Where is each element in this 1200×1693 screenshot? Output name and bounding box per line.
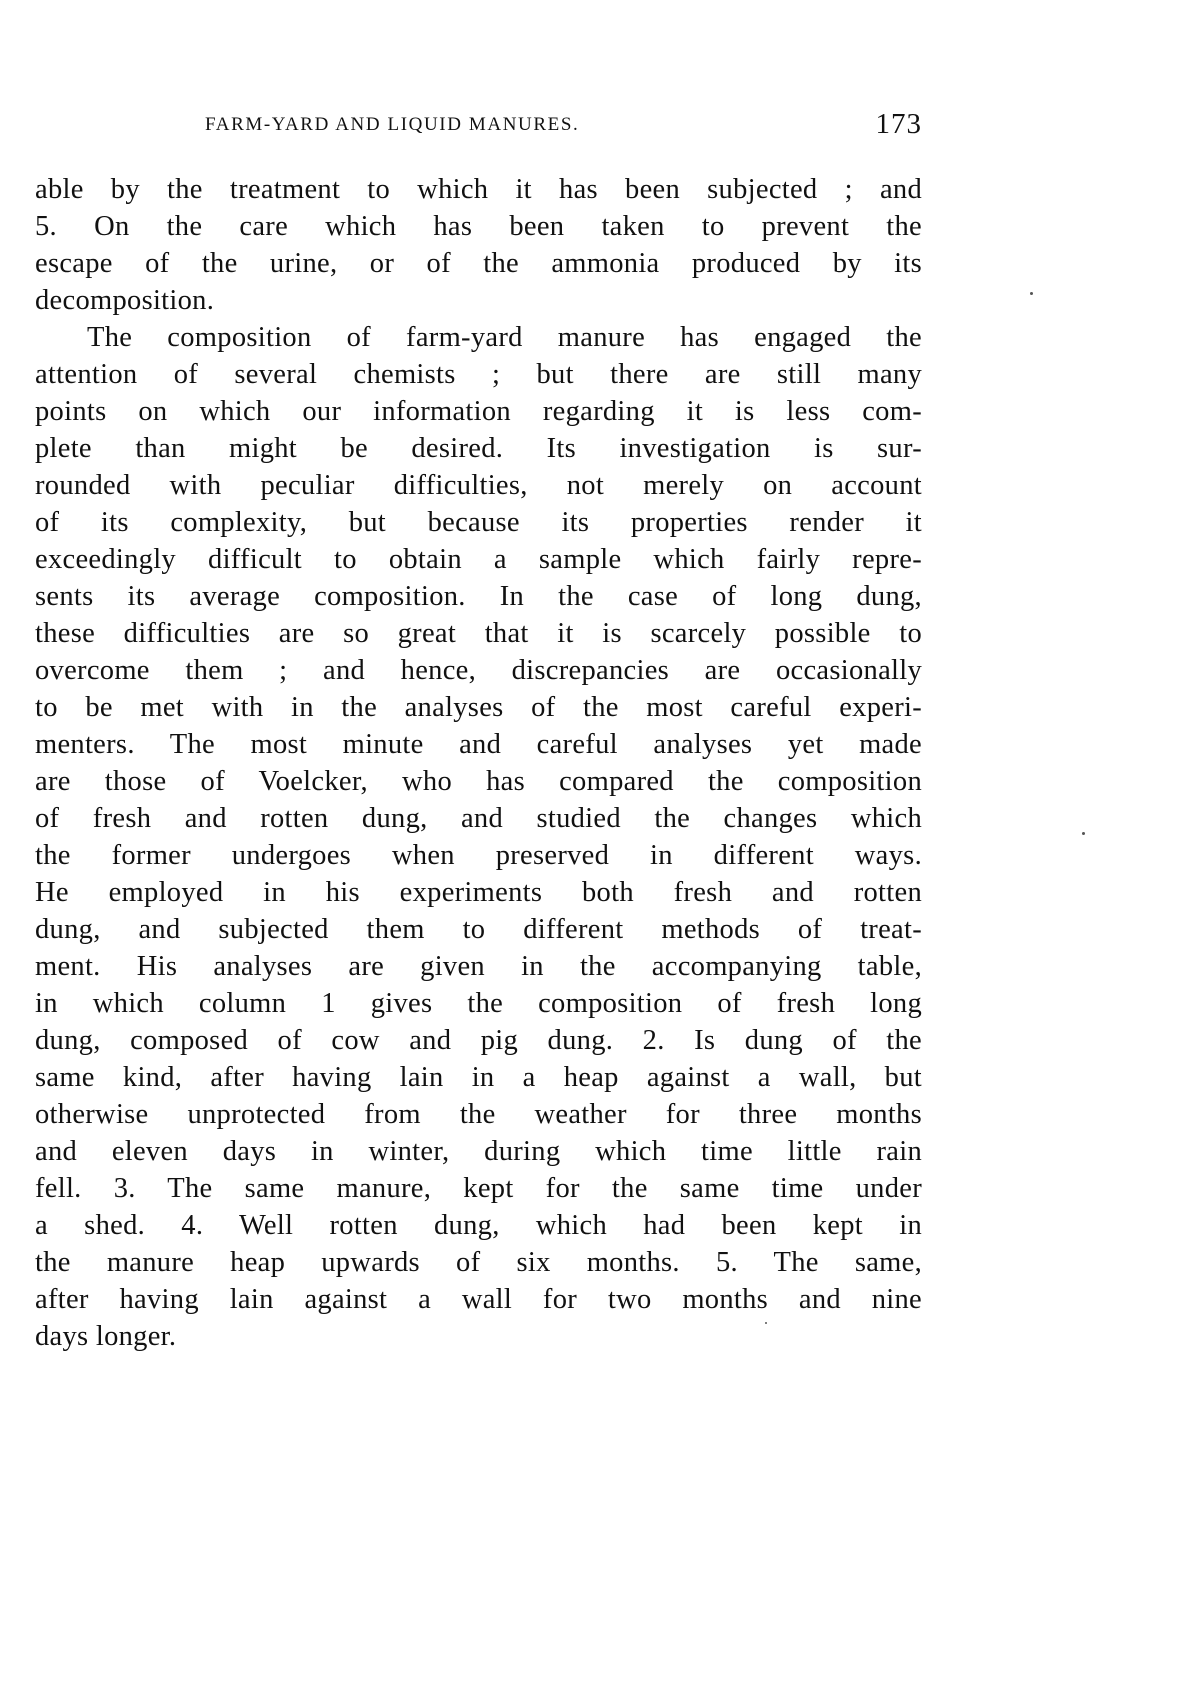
text-line: of fresh and rotten dung, and studied the changes which bbox=[35, 803, 922, 834]
text-line: exceedingly difficult to obtain a sample which fairly repre- bbox=[35, 544, 922, 575]
text-line: decomposition. bbox=[35, 285, 215, 316]
running-head: FARM-YARD AND LIQUID MANURES. bbox=[205, 114, 580, 135]
text-line: menters. The most minute and careful analyses yet made bbox=[35, 729, 922, 760]
text-line: fell. 3. The same manure, kept for the same time under bbox=[35, 1173, 922, 1204]
text-line: after having lain against a wall for two months and nine bbox=[35, 1284, 922, 1315]
text-line: are those of Voelcker, who has compared the composition bbox=[35, 766, 922, 797]
paragraph bbox=[35, 319, 922, 1355]
text-line: days longer. bbox=[35, 1321, 177, 1352]
text-line: dung, composed of cow and pig dung. 2. Is dung of the bbox=[35, 1025, 922, 1056]
text-line: these difficulties are so great that it is scarcely possible to bbox=[35, 618, 922, 649]
text-line: attention of several chemists ; but there are still many bbox=[35, 359, 922, 390]
text-line: dung, and subjected them to different methods of treat- bbox=[35, 914, 922, 945]
text-line: and eleven days in winter, during which time little rain bbox=[35, 1136, 922, 1167]
text-line: The composition of farm-yard manure has engaged the bbox=[87, 322, 922, 353]
text-line: otherwise unprotected from the weather for three months bbox=[35, 1099, 922, 1130]
text-line: in which column 1 gives the composition of fresh long bbox=[35, 988, 922, 1019]
text-line: He employed in his experiments both fresh and rotten bbox=[35, 877, 922, 908]
scan-speck bbox=[765, 1322, 767, 1324]
text-line: points on which our information regarding it is less com- bbox=[35, 396, 922, 427]
body-text bbox=[35, 171, 922, 1355]
text-line: 5. On the care which has been taken to prevent the bbox=[35, 211, 922, 242]
text-line: a shed. 4. Well rotten dung, which had been kept in bbox=[35, 1210, 922, 1241]
text-line: plete than might be desired. Its investigation is sur- bbox=[35, 433, 922, 464]
text-line: able by the treatment to which it has been subjected ; and bbox=[35, 174, 922, 205]
text-line: overcome them ; and hence, discrepancies are occasionally bbox=[35, 655, 922, 686]
text-line: same kind, after having lain in a heap against a wall, but bbox=[35, 1062, 922, 1093]
paragraph bbox=[35, 171, 922, 319]
text-line: the manure heap upwards of six months. 5. The same, bbox=[35, 1247, 922, 1278]
text-line: of its complexity, but because its properties render it bbox=[35, 507, 922, 538]
text-line: escape of the urine, or of the ammonia produced by its bbox=[35, 248, 922, 279]
text-line: ment. His analyses are given in the accompanying table, bbox=[35, 951, 922, 982]
text-line: rounded with peculiar difficulties, not merely on account bbox=[35, 470, 922, 501]
page-number: 173 bbox=[875, 108, 922, 140]
scan-speck bbox=[1082, 832, 1085, 835]
page-header bbox=[35, 108, 922, 148]
text-line: to be met with in the analyses of the most careful experi- bbox=[35, 692, 922, 723]
text-line: the former undergoes when preserved in different ways. bbox=[35, 840, 922, 871]
scan-speck bbox=[1030, 292, 1033, 295]
text-line: sents its average composition. In the case of long dung, bbox=[35, 581, 922, 612]
